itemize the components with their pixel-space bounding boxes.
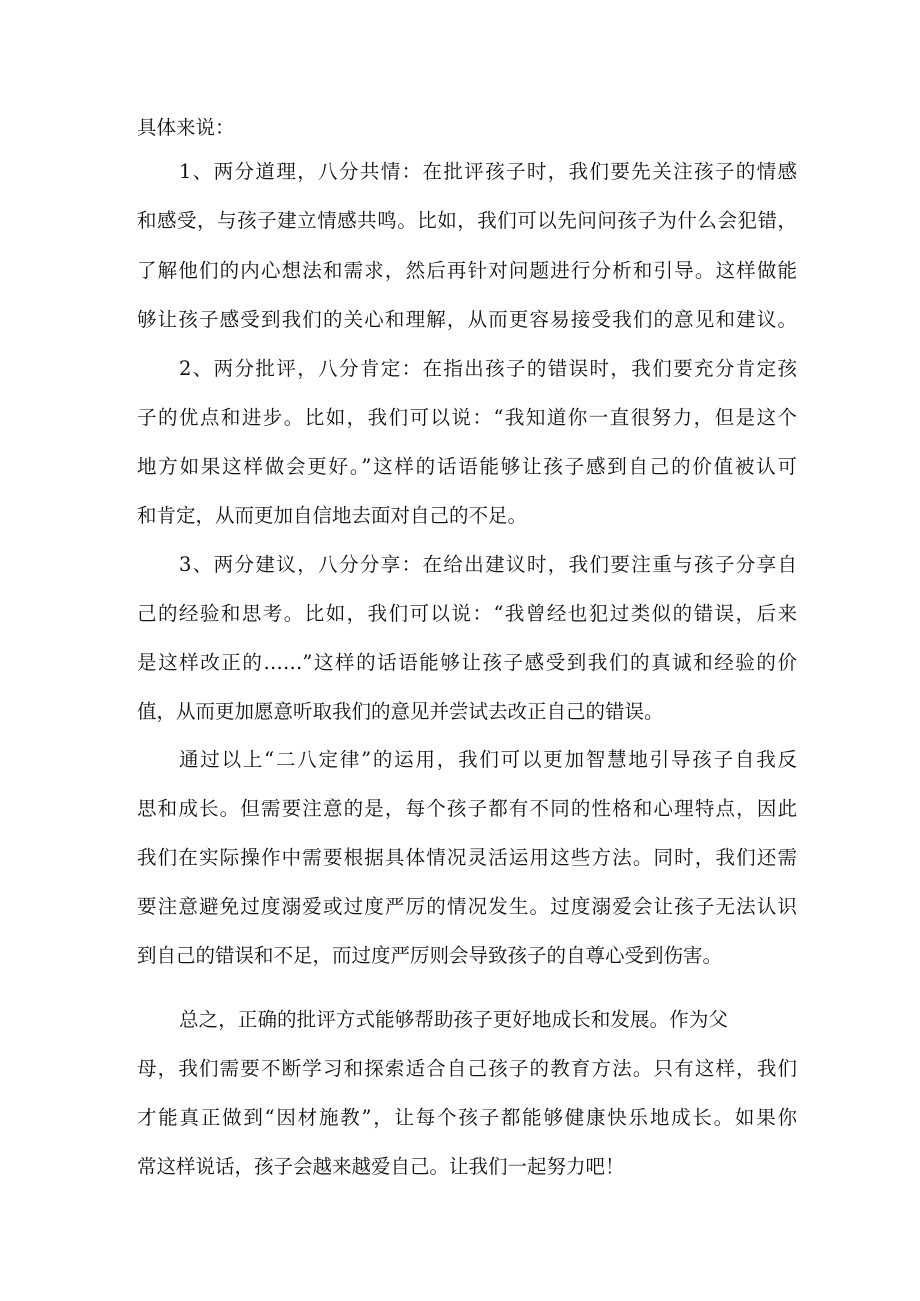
paragraph-2-line-1: 2、两分批评，八分肯定：在指出孩子的错误时，我们要充分肯定孩	[179, 357, 797, 380]
paragraph-3-line-2: 己的经验和思考。比如，我们可以说：“我曾经也犯过类似的错误，后来	[137, 602, 797, 625]
paragraph-2-line-4: 和肯定，从而更加自信地去面对自己的不足。	[137, 504, 528, 527]
paragraph-4-line-4: 要注意避免过度溺爱或过度严厉的情况发生。过度溺爱会让孩子无法认识	[137, 895, 797, 918]
paragraph-3-line-4: 值，从而更加愿意听取我们的意见并尝试去改正自己的错误。	[137, 700, 664, 723]
paragraph-5-line-3: 才能真正做到“因材施教”，让每个孩子都能够健康快乐地成长。如果你	[137, 1106, 797, 1129]
paragraph-2-line-3: 地方如果这样做会更好。”这样的话语能够让孩子感到自己的价值被认可	[137, 455, 797, 478]
section-intro: 具体来说：	[137, 116, 235, 139]
paragraph-1-line-1: 1、两分道理，八分共情：在批评孩子时，我们要先关注孩子的情感	[179, 160, 797, 183]
paragraph-1-line-4: 够让孩子感受到我们的关心和理解，从而更容易接受我们的意见和建议。	[137, 308, 797, 331]
paragraph-4-line-3: 我们在实际操作中需要根据具体情况灵活运用这些方法。同时，我们还需	[137, 846, 797, 869]
paragraph-1-line-2: 和感受，与孩子建立情感共鸣。比如，我们可以先问问孩子为什么会犯错，	[137, 209, 797, 232]
paragraph-2-line-2: 子的优点和进步。比如，我们可以说：“我知道你一直很努力，但是这个	[137, 406, 797, 429]
paragraph-4-line-5: 到自己的错误和不足，而过度严厉则会导致孩子的自尊心受到伤害。	[137, 944, 723, 967]
paragraph-5-line-1: 总之，正确的批评方式能够帮助孩子更好地成长和发展。作为父	[179, 1008, 728, 1031]
paragraph-3-line-1: 3、两分建议，八分分享：在给出建议时，我们要注重与孩子分享自	[179, 553, 797, 576]
paragraph-4-line-2: 思和成长。但需要注意的是，每个孩子都有不同的性格和心理特点，因此	[137, 797, 797, 820]
paragraph-5-line-4: 常这样说话，孩子会越来越爱自己。让我们一起努力吧！	[137, 1155, 625, 1178]
paragraph-1-line-3: 了解他们的内心想法和需求，然后再针对问题进行分析和引导。这样做能	[137, 259, 797, 282]
paragraph-4-line-1: 通过以上“二八定律”的运用，我们可以更加智慧地引导孩子自我反	[179, 748, 797, 771]
paragraph-5-line-2: 母，我们需要不断学习和探索适合自己孩子的教育方法。只有这样，我们	[137, 1057, 797, 1080]
paragraph-3-line-3: 是这样改正的……”这样的话语能够让孩子感受到我们的真诚和经验的价	[137, 651, 797, 674]
